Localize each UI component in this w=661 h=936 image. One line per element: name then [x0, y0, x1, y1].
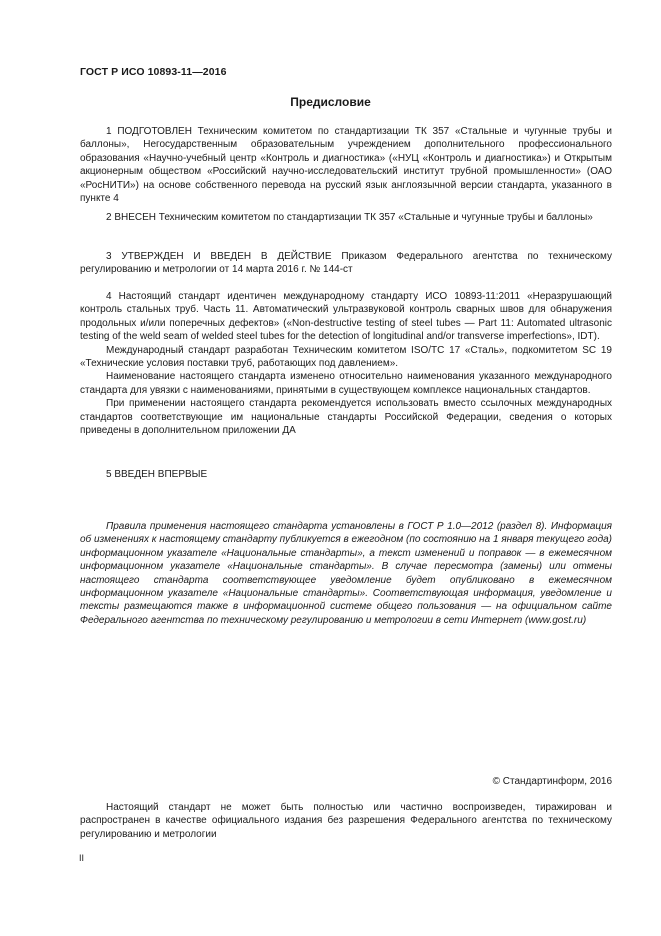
section-5-text: 5 ВВЕДЕН ВПЕРВЫЕ: [106, 469, 208, 480]
section-4-paragraph-4: При применении настоящего стандарта рекомендуется использовать вместо ссылочных международных стандартов соответствующие им национальные стандарты Российской Федерации, сведения о которых приведены в дополнительном приложении ДА: [80, 398, 612, 437]
section-4-text: 4 Настоящий стандарт идентичен международному стандарту ИСО 10893-11:2011 «Неразрушающий контроль стальных труб. Часть 11. Автоматический ультразвуковой контроль сварных швов для обнаружения продольных и/или поперечных дефектов» («Non-destructive testing of steel tubes — Part 11: Automated ultrasonic testing of the weld seam of welded steel tubes for the detection of longitudinal and/or transverse imperfections», IDT).: [80, 291, 612, 343]
section-3: [80, 250, 612, 277]
section-3-text: 3 УТВЕРЖДЕН И ВВЕДЕН В ДЕЙСТВИЕ Приказом Федерального агентства по техническому регулированию и метрологии от 14 марта 2016 г. № 144-ст: [80, 251, 612, 276]
section-4-paragraph-2: Международный стандарт разработан Техническим комитетом ISO/TC 17 «Сталь», подкомитетом SC 19 «Технические условия поставки труб, работающих под давлением».: [80, 344, 612, 370]
section-5: [80, 468, 612, 481]
section-4-paragraph-3: Наименование настоящего стандарта изменено относительно наименования указанного международного стандарта для увязки с наименованиями, принятыми в существующем комплексе национальных стандартов.: [80, 371, 612, 396]
application-rules-notice: [80, 520, 612, 627]
reproduction-notice: [80, 801, 612, 841]
application-rules-text: Правила применения настоящего стандарта установлены в ГОСТ Р 1.0—2012 (раздел 8). Информация об изменениях к настоящему стандарту публикуется в ежегодном (по состоянию на 1 января текущего года) информационном указателе «Национальные стандарты», а текст изменений и поправок — в ежемесячном информационном указателе «Национальные стандарты». В случае пересмотра (замены) или отмены настоящего стандарта соответствующее уведомление будет опубликовано в ежемесячном информационном указателе «Национальные стандарты». Соответствующая информация, уведомление и тексты размещаются также в информационной системе общего пользования — на официальном сайте Федерального агентства по техническому регулированию и метрологии в сети Интернет (www.gost.ru): [80, 521, 612, 626]
section-1-text: 1 ПОДГОТОВЛЕН Техническим комитетом по стандартизации ТК 357 «Стальные и чугунные трубы и баллоны», Негосударственным образовательным учреждением дополнительного профессионального образования «Научно-учебный центр «Контроль и диагностика» («НУЦ «Контроль и диагностика») и Открытым акционерным обществом «Российский научно-исследовательский институт трубной промышленности» (ОАО «РосНИТИ») на основе собственного перевода на русский язык англоязычной версии стандарта, указанного в пункте 4: [80, 126, 612, 205]
page-title: Предисловие: [290, 95, 371, 109]
page-number: II: [79, 853, 85, 863]
section-4: [80, 290, 612, 437]
section-2-text: 2 ВНЕСЕН Техническим комитетом по стандартизации ТК 357 «Стальные и чугунные трубы и баллоны»: [106, 212, 593, 223]
section-2: [80, 211, 612, 224]
standard-code-header: ГОСТ Р ИСО 10893-11—2016: [80, 66, 227, 78]
section-1: [80, 125, 612, 205]
copyright-line: © Стандартинформ, 2016: [492, 776, 612, 787]
reproduction-notice-text: Настоящий стандарт не может быть полностью или частично воспроизведен, тиражирован и распространен в качестве официального издания без разрешения Федерального агентства по техническому регулированию и метрологии: [80, 802, 612, 840]
